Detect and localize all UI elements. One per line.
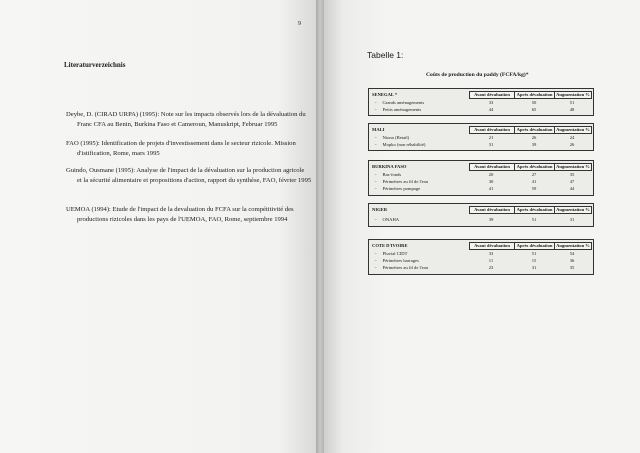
reference-first-line: FAO (1995): Identification de projets d'investissement dans le secteur rizicole. Mission bbox=[66, 140, 296, 147]
country-name: MALI bbox=[372, 127, 385, 132]
table-row: - Périmètres barrages 11 15 36 bbox=[369, 258, 593, 265]
col-header-apres: Après dévaluation bbox=[514, 126, 555, 134]
col-header-apres: Après dévaluation bbox=[514, 163, 555, 171]
table-row: - Périmètres pompage 41 59 44 bbox=[369, 186, 593, 193]
reference-entry bbox=[66, 110, 312, 130]
row-label: Périmètres au fil de l'eau bbox=[382, 265, 429, 270]
col-header-augmentation: Augmentation % bbox=[554, 91, 592, 99]
country-box-burkina-faso bbox=[368, 160, 594, 196]
table-row: - Périmètres au fil de l'eau 23 31 35 bbox=[369, 265, 593, 272]
row-label: Mopko (non réhabilité) bbox=[382, 142, 426, 147]
reference-continuation: Franc CFA au Benin, Burkina Faso et Cameroun, Manuskript, Februar 1995 bbox=[77, 121, 278, 128]
table-row: - Pluvial CIDT 33 51 54 bbox=[369, 251, 593, 258]
reference-first-line: Guindo, Ousmane (1995): Analyse de l'impact de la dévaluation sur la production agricole bbox=[66, 167, 305, 174]
value-apres: 39 bbox=[531, 142, 537, 147]
value-avant: 33 bbox=[488, 100, 494, 105]
col-header-avant: Avant dévaluation bbox=[469, 163, 515, 171]
value-avant: 33 bbox=[488, 251, 494, 256]
table-caption: Coûts de production du paddy (FCFA/kg)* bbox=[426, 72, 529, 78]
reference-entry bbox=[66, 166, 312, 186]
value-avant: 30 bbox=[488, 179, 494, 184]
row-label: ONAHA bbox=[382, 217, 400, 222]
table-row: - Mopko (non réhabilité) 31 39 26 bbox=[369, 142, 593, 149]
col-header-avant: Avant dévaluation bbox=[469, 242, 515, 250]
value-augmentation: 36 bbox=[569, 258, 575, 263]
row-label: Périmètres barrages bbox=[382, 258, 419, 263]
value-augmentation: 54 bbox=[569, 251, 575, 256]
country-box-senegal bbox=[368, 88, 594, 116]
country-box-niger bbox=[368, 203, 594, 227]
row-label: Petits aménagements bbox=[382, 107, 422, 112]
value-apres: 50 bbox=[531, 100, 537, 105]
page-number: 9 bbox=[298, 21, 301, 27]
col-header-avant: Avant dévaluation bbox=[469, 206, 515, 214]
country-box-cote-divoire bbox=[368, 239, 594, 275]
value-avant: 21 bbox=[488, 135, 494, 140]
col-header-augmentation: Augmentation % bbox=[554, 206, 592, 214]
reference-continuation: et la sécurité alimentaire et propositions d'action, rapport du synthèse, FAO, février 1995 bbox=[77, 177, 312, 184]
reference-entry bbox=[66, 139, 312, 159]
col-header-augmentation: Augmentation % bbox=[554, 126, 592, 134]
table-row: - ONAHA 39 51 31 bbox=[369, 217, 593, 224]
value-augmentation: 35 bbox=[569, 265, 575, 270]
table-label: Tabelle 1: bbox=[367, 50, 404, 60]
value-apres: 51 bbox=[531, 217, 537, 222]
value-augmentation: 48 bbox=[569, 107, 575, 112]
col-header-avant: Avant dévaluation bbox=[469, 126, 515, 134]
value-avant: 41 bbox=[488, 186, 494, 191]
col-header-apres: Après dévaluation bbox=[514, 242, 555, 250]
value-apres: 31 bbox=[531, 265, 537, 270]
value-augmentation: 35 bbox=[569, 172, 575, 177]
row-label: Niono (Retail) bbox=[382, 135, 410, 140]
reference-continuation: d'istification, Rome, mars 1995 bbox=[77, 150, 160, 157]
row-label: Grands aménagements bbox=[382, 100, 425, 105]
value-avant: 39 bbox=[488, 217, 494, 222]
value-augmentation: 26 bbox=[569, 142, 575, 147]
table-row: - Niono (Retail) 21 26 24 bbox=[369, 135, 593, 142]
value-apres: 27 bbox=[531, 172, 537, 177]
value-avant: 11 bbox=[488, 258, 494, 263]
table-row: - Petits aménagements 44 65 48 bbox=[369, 107, 593, 114]
value-avant: 20 bbox=[488, 172, 494, 177]
reference-entry bbox=[66, 205, 312, 225]
row-label: Périmètres au fil de l'eau bbox=[382, 179, 429, 184]
value-augmentation: 44 bbox=[569, 186, 575, 191]
value-apres: 65 bbox=[531, 107, 537, 112]
value-apres: 59 bbox=[531, 186, 537, 191]
col-header-apres: Après dévaluation bbox=[514, 206, 555, 214]
country-name: BURKINA FASO bbox=[372, 164, 407, 169]
reference-first-line: UEMOA (1994): Etude de l'impact de la devaluation du FCFA sur la compétitivité des bbox=[66, 206, 294, 213]
row-label: Pluvial CIDT bbox=[382, 251, 408, 256]
table-row: - Grands aménagements 33 50 51 bbox=[369, 100, 593, 107]
book-gutter bbox=[316, 0, 324, 453]
value-augmentation: 24 bbox=[569, 135, 575, 140]
value-augmentation: 31 bbox=[569, 217, 575, 222]
col-header-augmentation: Augmentation % bbox=[554, 163, 592, 171]
value-avant: 23 bbox=[488, 265, 494, 270]
value-augmentation: 51 bbox=[569, 100, 575, 105]
value-avant: 44 bbox=[488, 107, 494, 112]
value-apres: 51 bbox=[531, 251, 537, 256]
table-row: - Bas-fonds 20 27 35 bbox=[369, 172, 593, 179]
col-header-augmentation: Augmentation % bbox=[554, 242, 592, 250]
country-name: NIGER bbox=[372, 207, 388, 212]
country-name: COTE D'IVOIRE bbox=[372, 243, 408, 248]
country-name: SENEGAL * bbox=[372, 92, 398, 97]
value-avant: 31 bbox=[488, 142, 494, 147]
country-box-mali bbox=[368, 123, 594, 151]
col-header-avant: Avant dévaluation bbox=[469, 91, 515, 99]
left-page bbox=[0, 0, 316, 453]
reference-continuation: productions rizicoles dans les pays de l'UEMOA, FAO, Rome, septiembre 1994 bbox=[77, 216, 288, 223]
row-label: Périmètres pompage bbox=[382, 186, 421, 191]
col-header-apres: Après dévaluation bbox=[514, 91, 555, 99]
value-apres: 41 bbox=[531, 179, 537, 184]
value-augmentation: 47 bbox=[569, 179, 575, 184]
reference-first-line: Deybe, D. (CIRAD URPA) (1995): Note sur les impacts observés lors de la dévaluation du bbox=[66, 111, 306, 118]
table-row: - Périmètres au fil de l'eau 30 41 47 bbox=[369, 179, 593, 186]
value-apres: 15 bbox=[531, 258, 537, 263]
row-label: Bas-fonds bbox=[382, 172, 402, 177]
value-apres: 26 bbox=[531, 135, 537, 140]
bibliography-heading: Literaturverzeichnis bbox=[64, 61, 126, 69]
